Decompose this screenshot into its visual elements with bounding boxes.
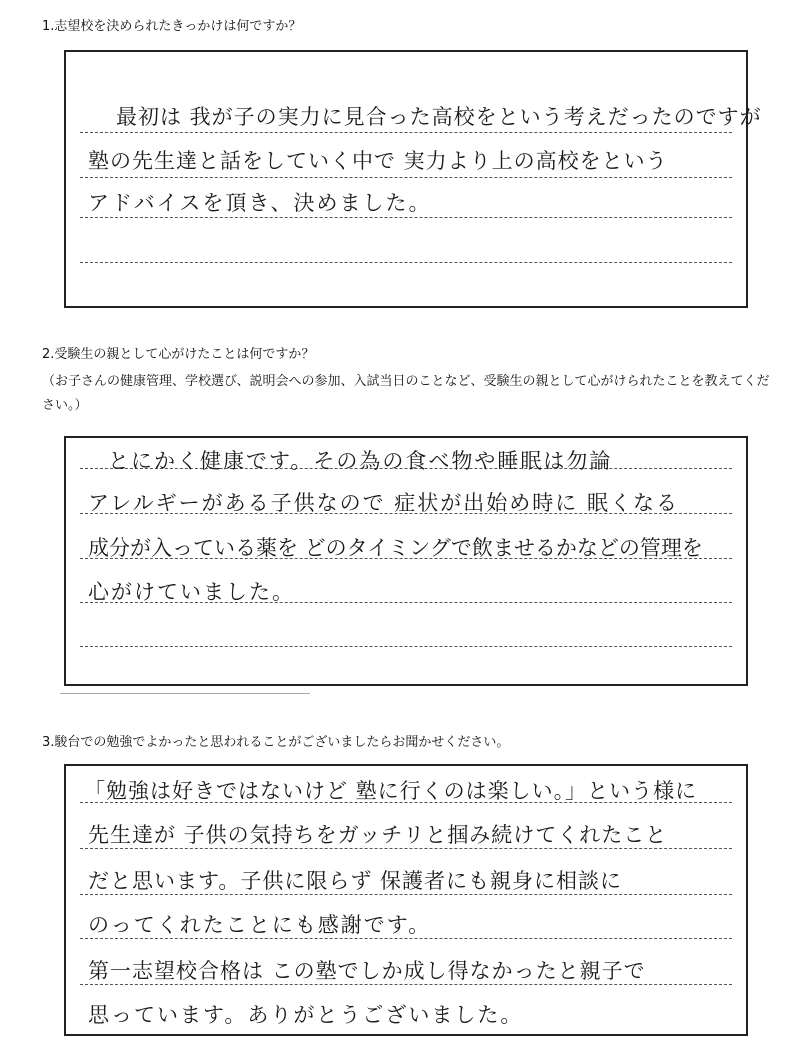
ruled-line	[80, 984, 732, 985]
question-3-title: 3.駿台での勉強でよかったと思われることがございましたらお聞かせください。	[42, 735, 510, 750]
ruled-line	[80, 217, 732, 218]
ruled-line	[80, 894, 732, 895]
answer-3-line-6: 思っています。ありがとうございました。	[88, 1003, 524, 1027]
ruled-line	[80, 938, 732, 939]
answer-box-2	[64, 436, 748, 686]
answer-3-line-4: のってくれたことにも感謝です。	[88, 913, 432, 937]
answer-2-line-1: とにかく健康です。その為の食べ物や睡眠は勿論	[108, 449, 613, 473]
answer-3-line-5: 第一志望校合格は この塾でしか成し得なかったと親子で	[88, 959, 646, 983]
ruled-line	[80, 848, 732, 849]
answer-2-line-2: アレルギーがある子供なので 症状が出始め時に 眠くなる	[88, 491, 679, 515]
question-1-title: 1.志望校を決められたきっかけは何ですか？	[42, 19, 302, 34]
answer-1-line-3: アドバイスを頂き、決めました。	[88, 191, 432, 215]
answer-3-line-1: 「勉強は好きではないけど 塾に行くのは楽しい。」という様に	[84, 779, 698, 803]
question-2-title: 2.受験生の親として心がけたことは何ですか？	[42, 347, 315, 362]
answer-2-line-4: 心がけていました。	[88, 580, 295, 604]
divider	[60, 693, 310, 694]
answer-box-3	[64, 764, 748, 1036]
answer-1-line-1: 最初は 我が子の実力に見合った高校をという考えだったのですが	[116, 105, 762, 129]
ruled-line	[80, 646, 732, 647]
answer-box-1	[64, 50, 762, 308]
answer-3-line-2: 先生達が 子供の気持ちをガッチリと掴み続けてくれたこと	[88, 823, 668, 847]
answer-2-line-3: 成分が入っている薬を どのタイミングで飲ませるかなどの管理を	[88, 536, 703, 560]
question-2-note: （お子さんの健康管理、学校選び、説明会への参加、入試当日のことなど、受験生の親として心がけられたことを教えてください。）	[42, 374, 770, 413]
answer-3-line-3: だと思います。子供に限らず 保護者にも親身に相談に	[88, 869, 622, 893]
answer-1-line-2: 塾の先生達と話をしていく中で 実力より上の高校をという	[88, 149, 668, 173]
ruled-line	[80, 177, 732, 178]
ruled-line	[80, 132, 732, 133]
ruled-line	[80, 262, 732, 263]
